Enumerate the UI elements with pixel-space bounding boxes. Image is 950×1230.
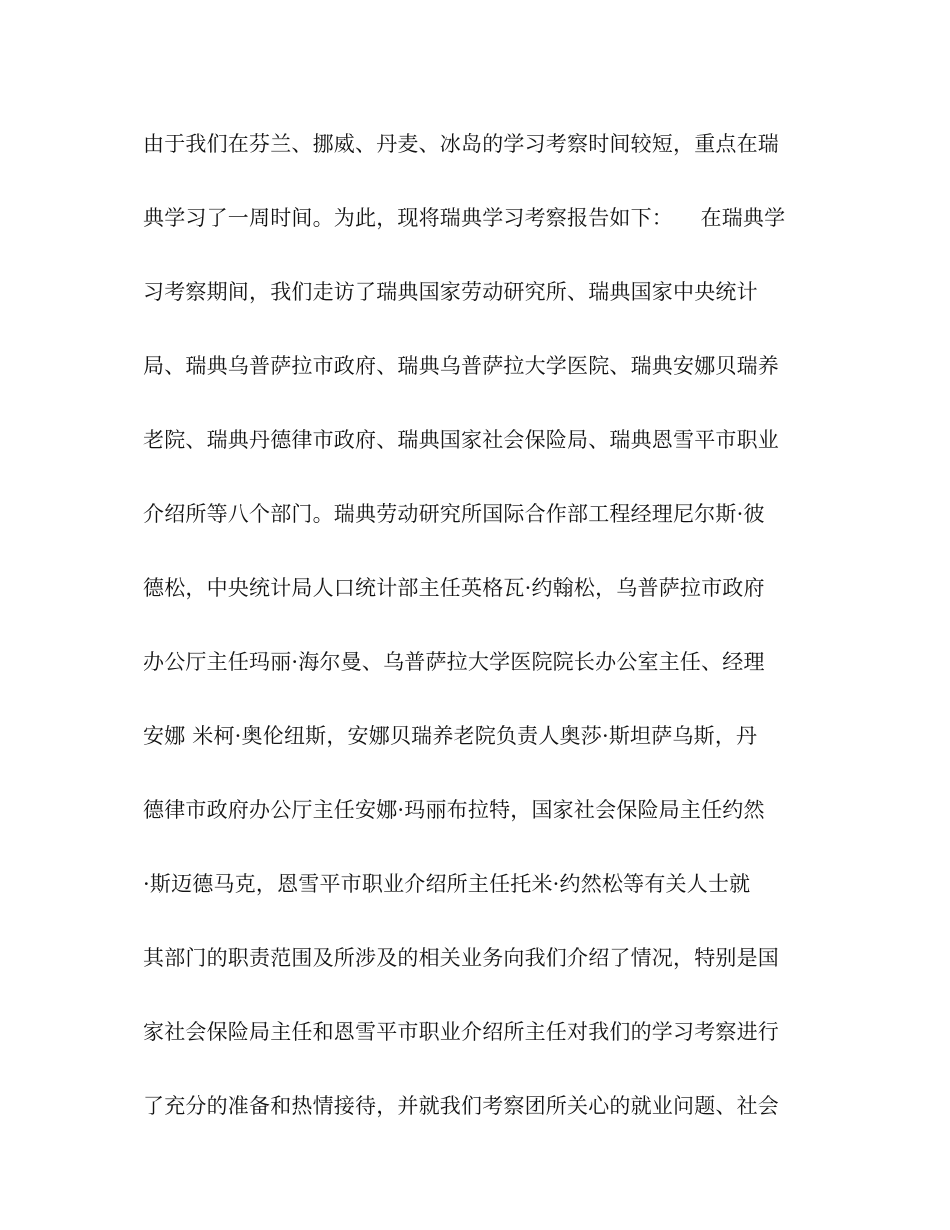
text-line: 安娜 米柯·奥伦纽斯，安娜贝瑞养老院负责人奥莎·斯坦萨乌斯，丹 <box>143 724 758 748</box>
text-line: 德律市政府办公厅主任安娜·玛丽布拉特，国家社会保险局主任约然 <box>143 798 765 822</box>
text-line: 老院、瑞典丹德律市政府、瑞典国家社会保险局、瑞典恩雪平市职业 <box>143 428 779 452</box>
text-line: 典学习了一周时间。为此，现将瑞典学习考察报告如下： 在瑞典学 <box>143 206 786 230</box>
text-line: ·斯迈德马克，恩雪平市职业介绍所主任托米·约然松等有关人士就 <box>143 872 751 896</box>
text-line: 了充分的准备和热情接待，并就我们考察团所关心的就业问题、社会 <box>143 1094 779 1118</box>
body-text <box>143 122 803 1158</box>
text-line: 办公厅主任玛丽·海尔曼、乌普萨拉大学医院院长办公室主任、经理 <box>143 650 765 674</box>
text-line: 德松，中央统计局人口统计部主任英格瓦·约翰松，乌普萨拉市政府 <box>143 576 765 600</box>
text-line: 局、瑞典乌普萨拉市政府、瑞典乌普萨拉大学医院、瑞典安娜贝瑞养 <box>143 354 779 378</box>
text-line: 家社会保险局主任和恩雪平市职业介绍所主任对我们的学习考察进行 <box>143 1020 779 1044</box>
text-line: 其部门的职责范围及所涉及的相关业务向我们介绍了情况，特别是国 <box>143 946 779 970</box>
text-line: 由于我们在芬兰、挪威、丹麦、冰岛的学习考察时间较短，重点在瑞 <box>143 132 779 156</box>
text-line: 习考察期间，我们走访了瑞典国家劳动研究所、瑞典国家中央统计 <box>143 280 758 304</box>
text-line: 介绍所等八个部门。瑞典劳动研究所国际合作部工程经理尼尔斯·彼 <box>143 502 765 526</box>
